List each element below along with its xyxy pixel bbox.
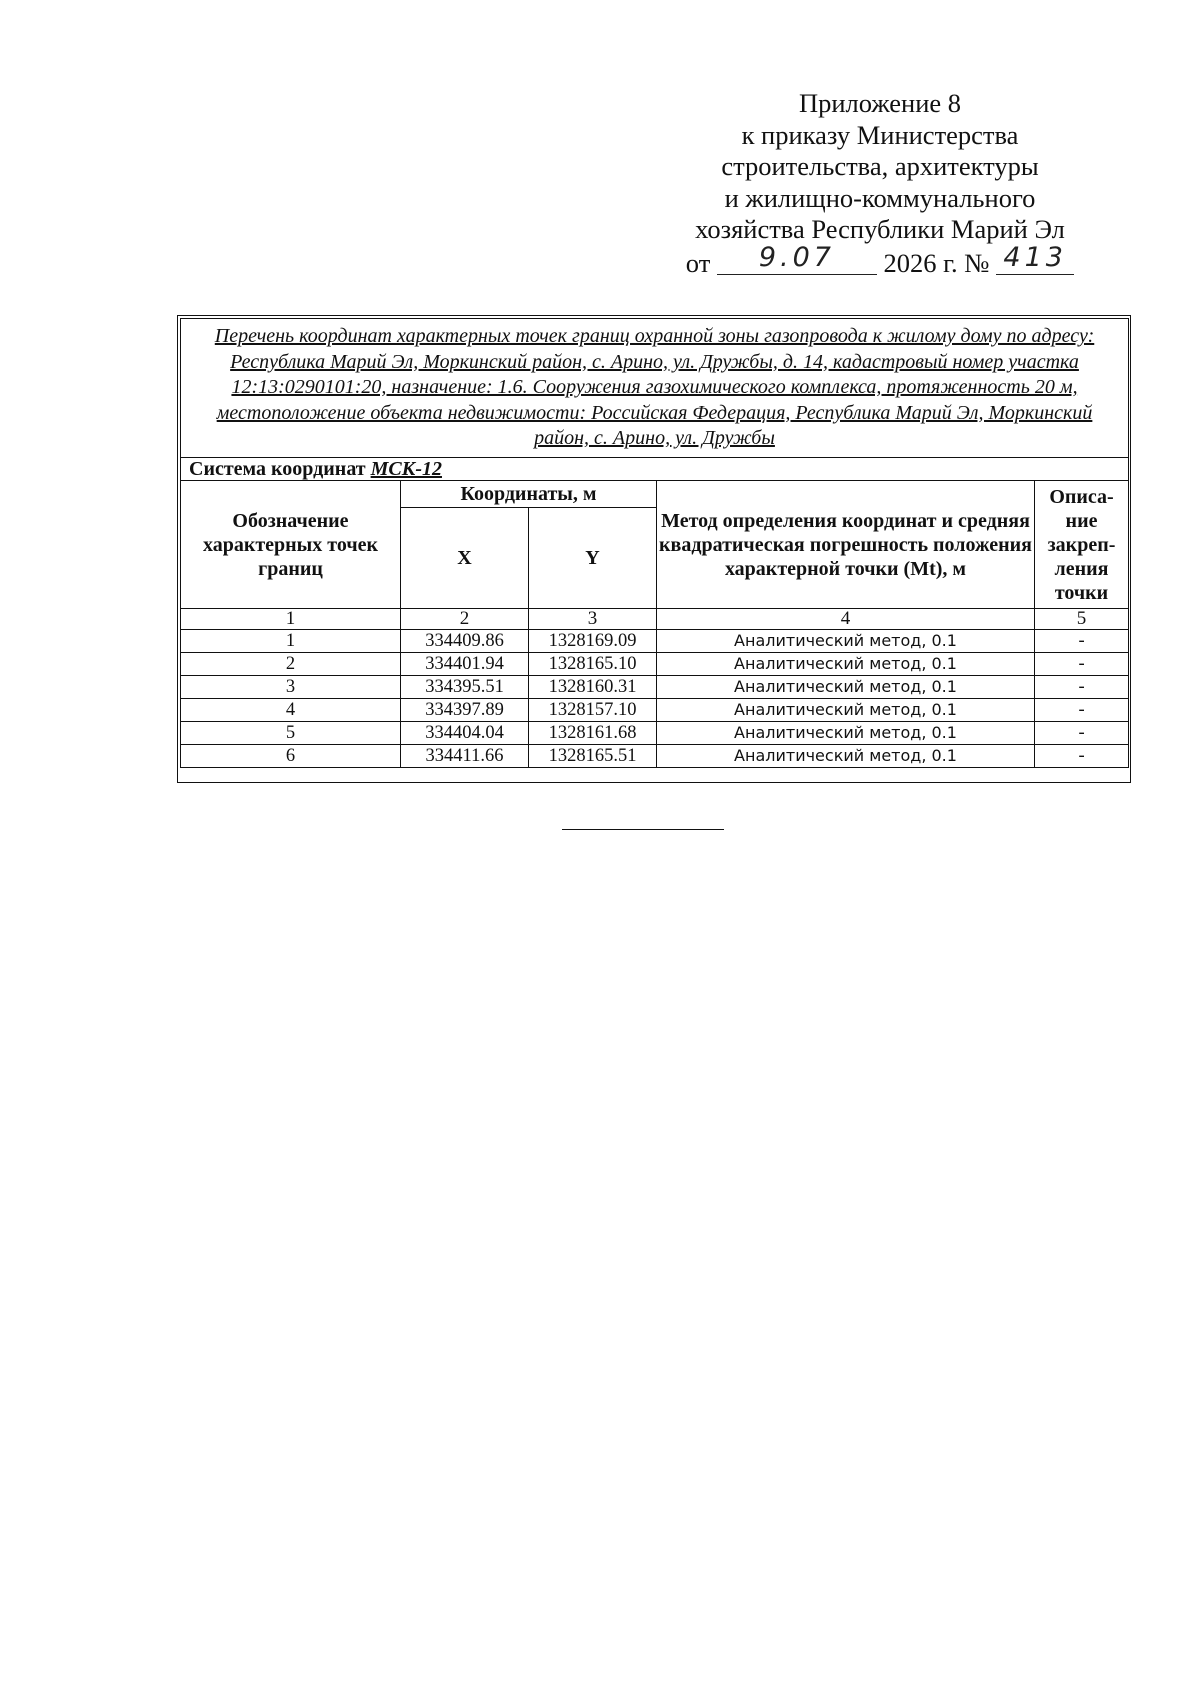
- header-line: хозяйства Республики Марий Эл: [695, 214, 1065, 244]
- table-row: [181, 630, 1129, 653]
- method-cell: Аналитический метод, 0.1: [657, 722, 1035, 745]
- method-cell: Аналитический метод, 0.1: [657, 676, 1035, 699]
- x-cell: 334395.51: [401, 676, 529, 699]
- column-number-row: [181, 609, 1129, 630]
- point-cell: 1: [181, 630, 401, 653]
- system-value: МСК-12: [370, 458, 442, 480]
- y-cell: 1328161.68: [529, 722, 657, 745]
- handwritten-number: 413: [1003, 241, 1067, 273]
- column-number: 2: [401, 609, 529, 630]
- column-number: 5: [1035, 609, 1129, 630]
- y-cell: 1328157.10: [529, 699, 657, 722]
- handwritten-date: 9.07: [758, 241, 835, 273]
- handwritten-number-field: [996, 241, 1074, 275]
- header-line: Приложение 8: [798, 88, 962, 118]
- table-row: [181, 699, 1129, 722]
- desc-cell: -: [1035, 745, 1129, 768]
- y-cell: 1328165.51: [529, 745, 657, 768]
- point-cell: 6: [181, 745, 401, 768]
- coords-header: Координаты, м: [401, 481, 657, 508]
- method-cell: Аналитический метод, 0.1: [657, 630, 1035, 653]
- method-cell: Аналитический метод, 0.1: [657, 745, 1035, 768]
- date-prefix: от: [685, 247, 711, 278]
- y-cell: 1328165.10: [529, 653, 657, 676]
- appendix-header: [600, 88, 1160, 279]
- x-header: X: [401, 508, 529, 609]
- description-header: Описа-ние закреп-ления точки: [1035, 481, 1129, 609]
- y-header: Y: [529, 508, 657, 609]
- desc-cell: -: [1035, 699, 1129, 722]
- point-cell: 5: [181, 722, 401, 745]
- x-cell: 334409.86: [401, 630, 529, 653]
- x-cell: 334401.94: [401, 653, 529, 676]
- y-cell: 1328169.09: [529, 630, 657, 653]
- column-number: 3: [529, 609, 657, 630]
- x-cell: 334411.66: [401, 745, 529, 768]
- point-cell: 4: [181, 699, 401, 722]
- desc-cell: -: [1035, 653, 1129, 676]
- column-number: 4: [657, 609, 1035, 630]
- order-date-line: [600, 241, 1160, 280]
- column-number: 1: [181, 609, 401, 630]
- header-line: к приказу Министерства: [741, 119, 1019, 150]
- header-line: и жилищно-коммунального: [724, 182, 1036, 213]
- point-cell: 3: [181, 676, 401, 699]
- y-cell: 1328160.31: [529, 676, 657, 699]
- method-header: Метод определения координат и средняя квадратическая погрешность положения характерной точки (Mt), м: [657, 481, 1035, 609]
- x-cell: 334397.89: [401, 699, 529, 722]
- method-cell: Аналитический метод, 0.1: [657, 653, 1035, 676]
- coordinate-system: [181, 458, 1129, 481]
- table-row: [181, 676, 1129, 699]
- point-cell: 2: [181, 653, 401, 676]
- table-row: [181, 745, 1129, 768]
- closing-rule: [562, 829, 724, 830]
- table-row: [181, 653, 1129, 676]
- points-header: Обозначение характерных точек границ: [181, 481, 401, 609]
- header-line: строительства, архитектуры: [721, 151, 1039, 181]
- method-cell: Аналитический метод, 0.1: [657, 699, 1035, 722]
- desc-cell: -: [1035, 676, 1129, 699]
- desc-cell: -: [1035, 630, 1129, 653]
- x-cell: 334404.04: [401, 722, 529, 745]
- system-label: Система координат: [189, 458, 366, 480]
- year-text: 2026 г. №: [883, 247, 990, 278]
- desc-cell: -: [1035, 722, 1129, 745]
- table-row: [181, 722, 1129, 745]
- handwritten-date-field: [717, 241, 877, 275]
- coordinates-table: [180, 318, 1129, 768]
- table-title: Перечень координат характерных точек границ охранной зоны газопровода к жилому дому по адресу: Республика Марий Эл, Моркинский район, с. Арино, ул. Дружбы, д. 14, кадастровый номер участка 12:13:0290101:20, назначение: 1.6. Сооружения газохимического комплекса, протяженность 20 м, местоположение объекта недвижимости: Российская Федерация, Республика Марий Эл, Моркинский район, с. Арино, ул. Дружбы: [181, 319, 1129, 458]
